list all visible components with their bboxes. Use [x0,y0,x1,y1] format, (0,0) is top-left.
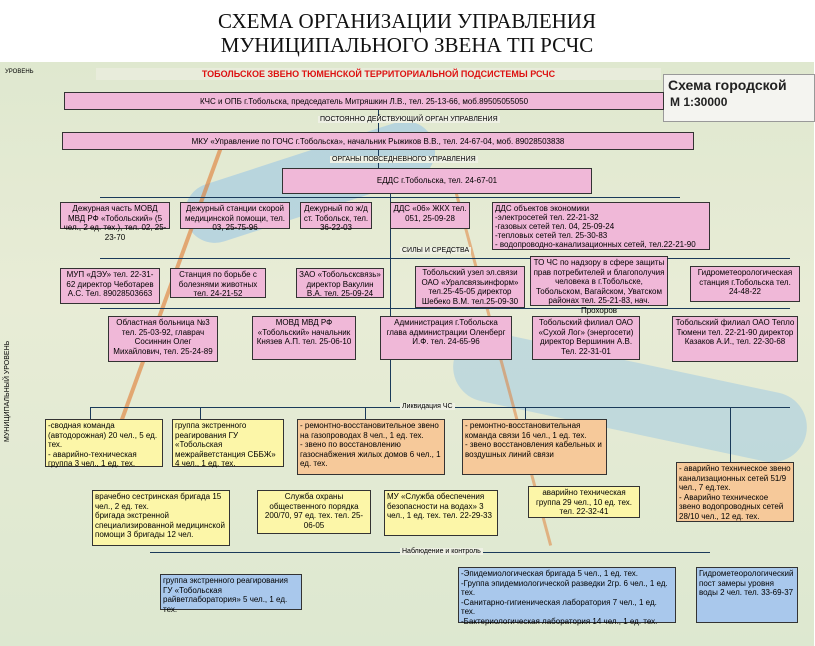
title-line-1: СХЕМА ОРГАНИЗАЦИИ УПРАВЛЕНИЯ [218,9,596,33]
public-order-box: Служба охраны общественного порядка 200/70, 97 ед. тех. тел. 25-06-05 [257,490,371,534]
connector [100,258,790,259]
map-caption-title: Схема городской [668,77,787,93]
vet-emergency-group-box: группа экстренного реагирования ГУ «Тобольская межрайветстанция СББЖ» 4 чел., 1 ед. тех. [172,419,284,467]
hydromet-station-box: Гидрометеорологическая станция г.Тобольска тел. 24-48-22 [690,266,800,302]
telecom-node-box: Тобольский узел эл.связи ОАО «Уралсвязьинформ» тел.25-45-05 директор Шебеко В.М. тел.25-09-30 [415,266,525,308]
connector [100,197,680,198]
teplo-box: Тобольский филиал ОАО Тепло Тюмени тел. 22-21-90 директор Казаков А.И., тел. 22-30-68 [672,316,798,362]
level-label: УРОВЕНЬ [5,69,34,75]
vet-lab-box: группа экстренного реагирования ГУ «Тобольская райветлаборатория» 5 чел., 1 ед. тех. [160,574,302,610]
zao-tobolsksvyaz-box: ЗАО «Тобольсксвязь» директор Вакулин В.А. тел. 25-09-24 [296,268,384,298]
sewer-water-repair-box: - аварийно техническое звено канализационных сетей 51/9 чел., 7 ед.тех. - Аварийно техническое звено водопроводных сетей 28/10 чел., 12 ед. тех. [676,462,794,522]
medical-brigade-box: врачебно сестринская бригада 15 чел., 2 ед. тех. бригада экстренной специализированной медицинской помощи 3 бригады 12 чел. [92,490,230,546]
city-map-background [0,62,814,646]
dds-economy-box: ДДС объектов экономики -электросетей тел. 22-21-32 -газовых сетей тел. 04, 25-09-24 -тепловых сетей тел. 25-30-83 - водопроводно-канализационных сетей, тел.22-21-90 [492,202,710,250]
page-title [0,0,814,62]
connector [525,407,526,419]
observation-label: Наблюдение и контроль [402,548,481,555]
liquidation-label: Ликвидация ЧС [402,403,453,410]
duty-railway-box: Дежурный по ж/д ст. Тобольск, тел. 36-22-03 [300,202,372,229]
combined-team-box: -сводная команда (автодорожная) 20 чел., 5 ед. тех. - аварийно-техническая группа 3 чел., 1 ед. тех. [45,419,163,467]
title-line-2: МУНИЦИПАЛЬНОГО ЗВЕНА ТП РСЧС [220,33,594,57]
mup-dzu-box: МУП «ДЭУ» тел. 22-31-62 директор Чеботарев А.С. Тел. 89028503663 [60,268,160,304]
vet-station-box: Станция по борьбе с болезнями животных тел. 24-21-52 [170,268,266,298]
map-caption [663,74,815,122]
daily-management-label: ОРГАНЫ ПОВСЕДНЕВНОГО УПРАВЛЕНИЯ [332,156,476,163]
map-caption-scale: М 1:30000 [670,95,728,109]
mku-gochs-box: МКУ «Управление по ГОЧС г.Тобольска», начальник Рыжиков В.В., тел. 24-67-04, моб. 89028503838 [62,132,694,150]
connector [365,407,366,419]
hydro-post-box: Гидрометеорологический пост замеры уровня воды 2 чел. тел. 33-69-37 [696,567,798,623]
duty-police-box: Дежурная часть МОВД МВД РФ «Тобольский» (5 чел., 2 ед. тех.), тел. 02, 25-23-70 [60,202,170,229]
water-safety-box: МУ «Служба обеспечения безопасности на водах» 3 чел., 1 ед. тех. тел. 22-29-33 [384,490,498,536]
forces-label: СИЛЫ И СРЕДСТВА [402,247,470,254]
duty-ambulance-box: Дежурный станции скорой медицинской помощи, тел. 03, 25-75-96 [180,202,290,229]
sukhoi-log-box: Тобольский филиал ОАО «Сухой Лог» (энергосети) директор Вершинин А.В. Тел. 22-31-01 [532,316,640,360]
movd-box: МОВД МВД РФ «Тобольский» начальник Князев А.П. тел. 25-06-10 [252,316,356,360]
zveno-banner: ТОБОЛЬСКОЕ ЗВЕНО ТЮМЕНСКОЙ ТЕРРИТОРИАЛЬНОЙ ПОДСИСТЕМЫ РСЧС [96,68,661,80]
kchs-box: КЧС и ОПБ г.Тобольска, председатель Митряшкин Л.В., тел. 25-13-66, моб.89505055050 [64,92,664,110]
administration-box: Администрация г.Тобольска глава администрации Оленберг И.Ф. тел. 24-65-96 [380,316,512,360]
dds-zhkh-box: ДДС «06» ЖКХ тел. 051, 25-09-28 [390,202,470,229]
connector [90,407,91,419]
epidemiology-box: -Эпидемиологическая бригада 5 чел., 1 ед. тех. -Группа эпидемиологической разведки 2гр. 6 чел., 1 ед. тех. -Санитарно-гигиеническая лаборатория 7 чел., 1 ед. тех. -Бактериологическая лаборатория 14 чел., 1 ед. тех. [458,567,676,623]
consumer-protection-box: ТО ЧС по надзору в сфере защиты прав потребителей и благополучия человека в г.Тобольске, Тобольском, Вагайском, Уватском районах тел. 25-21-83, нач. Прохоров [530,256,668,306]
permanent-body-label: ПОСТОЯННО ДЕЙСТВУЮЩИЙ ОРГАН УПРАВЛЕНИЯ [320,116,498,123]
connector [730,407,731,462]
hospital-box: Областная больница №3 тел. 25-03-92, главрач Сосиннин Олег Михайлович, тел. 25-24-89 [108,316,218,362]
edds-box: ЕДДС г.Тобольска, тел. 24-67-01 [282,168,592,194]
cable-repair-box: - ремонтно-восстановительная команда связи 16 чел., 1 ед. тех. - звено восстановления кабельных и воздушных линий связи [462,419,607,475]
connector [100,308,790,309]
gas-repair-box: - ремонтно-восстановительное звено на газопроводах 8 чел., 1 ед. тех. - звено по восстановлению газоснабжения жилых домов 6 чел., 1 ед. тех. [297,419,445,475]
municipal-level-label: МУНИЦИПАЛЬНЫЙ УРОВЕНЬ [4,340,11,442]
electric-group-box: аварийно техническая группа 29 чел., 10 ед. тех. тел. 22-32-41 [528,486,640,518]
connector [200,407,201,419]
